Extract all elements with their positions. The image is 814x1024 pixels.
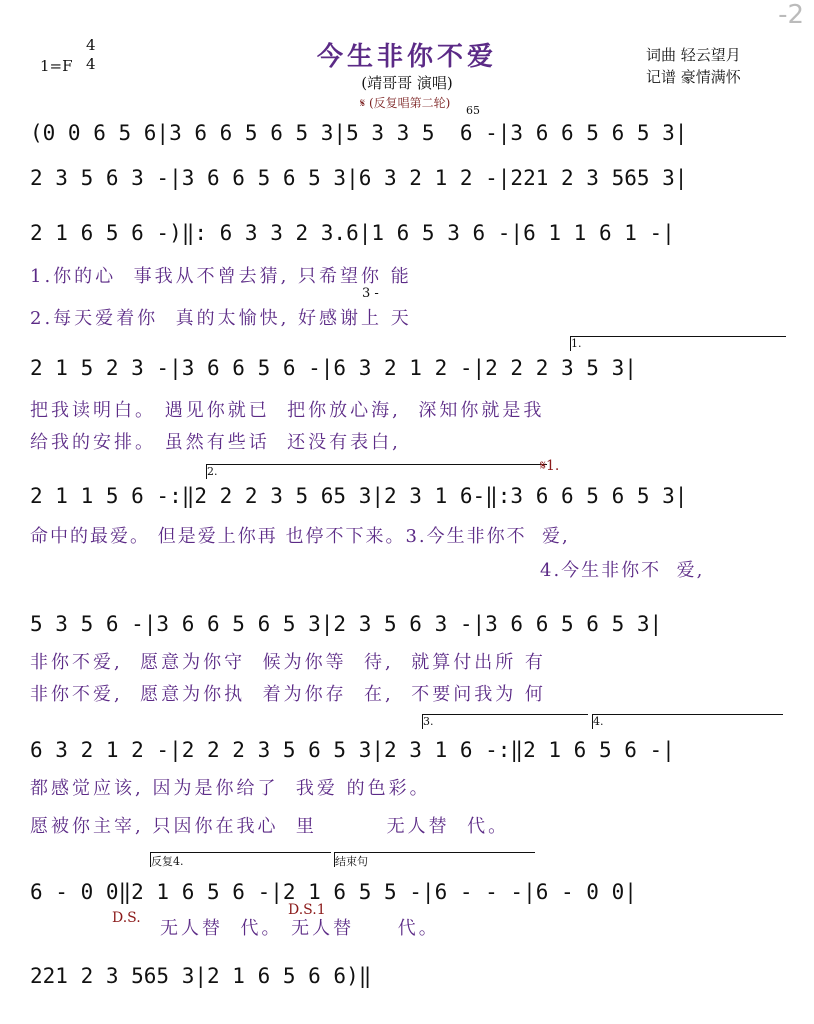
volta-1: 1. [570,336,786,351]
credit-transcriber: 记谱 豪情满怀 [646,68,741,86]
ds-mark: D.S. [112,910,141,926]
lyric-coda: 无人替 代。 无人替 代。 [160,918,440,939]
repeat-note: 𝄋 (反复唱第二轮) [360,96,451,110]
notation: 2 1 6 5 6 -)‖: 6 3 3 2 3.6|1 6 5 3 6 -|6 1 1 6 1 -| [30,221,675,245]
page-number: -2 [778,0,804,30]
score-line-5 [30,458,790,520]
time-top: 4 [86,36,96,54]
lyric-verse-1: 把我读明白。 遇见你就已 把你放心海, 深知你就是我 [30,400,545,421]
triplet-mark: 3 - [362,286,379,301]
grace-note: 65 [466,104,480,117]
lyric-verse-2: 愿被你主宰, 只因你在我心 里 无人替 代。 [30,816,510,837]
lyric-verse-2: 4.今生非你不 爱, [540,560,705,581]
ds1-mark: D.S.1 [288,902,326,918]
notation: 6 - 0 0‖2 1 6 5 6 -|2 1 6 5 5 -|6 - - -|6 - 0 0| [30,880,637,904]
volta-2: 2. [206,464,547,479]
lyric-verse-1: 命中的最爱。 但是爱上你再 也停不下来。3.今生非你不 爱, [30,526,570,547]
score-line-3 [30,215,790,257]
notation: 2 1 1 5 6 -:‖2 2 2 3 5 65 3|2 3 1 6-‖:3 6 6 5 6 5 3| [30,484,688,508]
time-bottom: 4 [86,55,96,73]
volta-4: 4. [592,714,783,729]
repeat-4-bracket: 反复4. [150,852,331,867]
notation: 5 3 5 6 -|3 6 6 5 6 5 3|2 3 5 6 3 -|3 6 6 5 6 5 3| [30,612,663,636]
score-line-2 [30,160,790,202]
volta-3: 3. [422,714,588,729]
ending-bracket: 结束句 [334,852,535,867]
score-line-9 [30,958,790,1000]
lyric-verse-2: 给我的安排。 虽然有些话 还没有表白, [30,432,401,453]
notation: 2 3 5 6 3 -|3 6 6 5 6 5 3|6 3 2 1 2 -|221 2 3 565 3| [30,166,688,190]
score-line-4 [30,337,790,392]
segno-mark: 𝄋1. [540,458,560,474]
lyric-verse-2: 2.每天爱着你 真的太愉快, 好感谢上 天 [30,308,412,329]
score-line-7 [30,715,790,774]
lyric-verse-2: 非你不爱, 愿意为你执 着为你存 在, 不要问我为 何 [30,684,546,705]
song-subtitle: (靖哥哥 演唱) [361,74,453,92]
key-signature: 1=F [40,57,73,75]
lyric-verse-1: 都感觉应该, 因为是你给了 我爱 的色彩。 [30,778,431,799]
lyric-verse-1: 非你不爱, 愿意为你守 候为你等 待, 就算付出所 有 [30,652,546,673]
score-line-8 [30,855,790,916]
score-line-1 [30,115,790,157]
notation: 221 2 3 565 3|2 1 6 5 6 6)‖ [30,964,372,988]
notation: 2 1 5 2 3 -|3 6 6 5 6 -|6 3 2 1 2 -|2 2 2 3 5 3| [30,356,637,380]
score-line-6 [30,606,790,648]
song-title: 今生非你不爱 [316,42,497,72]
credit-lyrics-music: 词曲 轻云望月 [646,46,741,64]
notation: (0 0 6 5 6|3 6 6 5 6 5 3|5 3 3 5 6 -|3 6 6 5 6 5 3| [30,121,688,145]
notation: 6 3 2 1 2 -|2 2 2 3 5 6 5 3|2 3 1 6 -:‖2 1 6 5 6 -| [30,738,675,762]
lyric-verse-1: 1.你的心 事我从不曾去猜, 只希望你 能 [30,266,412,287]
